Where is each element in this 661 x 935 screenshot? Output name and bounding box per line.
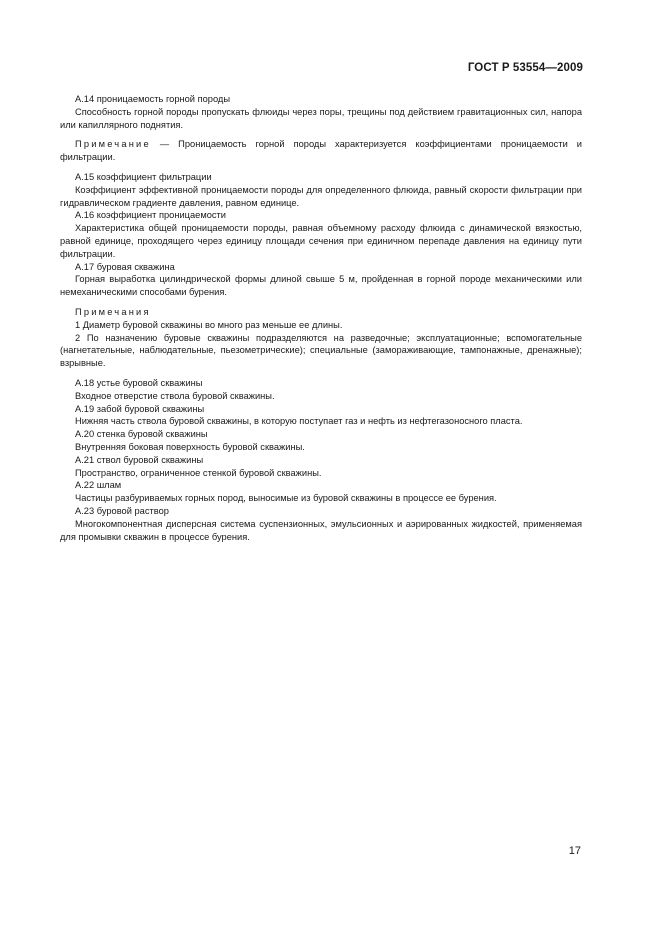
note-a14 xyxy=(60,138,582,164)
term-a19: А.19 забой буровой скважины xyxy=(75,403,205,414)
term-a17: А.17 буровая скважина xyxy=(75,261,175,272)
term-a18: А.18 устье буровой скважины xyxy=(75,377,203,388)
note-item-2: 2 По назначению буровые скважины подразделяются на разведочные; эксплуатационные; вспомогательные (нагнетательные, наблюдательные, пьезометрические); специальные (замораживающие, тампонажные, дренажные); взрывные. xyxy=(60,332,582,369)
term-a16: А.16 коэффициент проницаемости xyxy=(75,210,226,221)
definition-a23: Многокомпонентная дисперсная система суспензионных, эмульсионных и аэрированных жидкостей, применяемая для промывки скважин в процессе бурения. xyxy=(60,518,582,542)
definition-a19: Нижняя часть ствола буровой скважины, в которую поступает газ и нефть из нефтегазоносного пласта. xyxy=(75,416,523,427)
notes-label: Примечания xyxy=(75,306,151,317)
definition-a22: Частицы разбуриваемых горных пород, выносимые из буровой скважины в процессе ее бурения. xyxy=(75,493,497,504)
definition-a14: Способность горной породы пропускать флюиды через поры, трещины под действием гравитационных сил, напора или капиллярного поднятия. xyxy=(60,106,582,130)
term-a23: А.23 буровой раствор xyxy=(75,505,169,516)
note-label: Примечание xyxy=(75,139,151,150)
definition-a16: Характеристика общей проницаемости породы, равная объемному расходу флюида с динамической вязкостью, равной единице, проходящего через единицу площади сечения при единичном перепаде давления на единицу пути фильтрации. xyxy=(60,223,582,259)
term-a21: А.21 ствол буровой скважины xyxy=(75,454,204,465)
term-a14: А.14 проницаемость горной породы xyxy=(75,94,231,104)
document-body xyxy=(60,93,582,543)
note-item-1: 1 Диаметр буровой скважины во много раз меньше ее длины. xyxy=(75,319,343,330)
definition-a20: Внутренняя боковая поверхность буровой скважины. xyxy=(75,441,305,452)
notes-a17-label xyxy=(60,306,582,319)
definition-a15: Коэффициент эффективной проницаемости породы для определенного флюида, равный скорости фильтрации при гидравлическом градиенте давления, равном единице. xyxy=(60,184,582,208)
definition-a17: Горная выработка цилиндрической формы длиной свыше 5 м, пройденная в горной породе механическими или немеханическими способами бурения. xyxy=(60,274,582,298)
definition-a18: Входное отверстие ствола буровой скважины. xyxy=(75,390,275,401)
definition-a21: Пространство, ограниченное стенкой буровой скважины. xyxy=(75,467,322,478)
document-number: ГОСТ Р 53554—2009 xyxy=(467,62,583,74)
term-a22: А.22 шлам xyxy=(75,480,122,491)
page-number: 17 xyxy=(568,845,581,857)
term-a15: А.15 коэффициент фильтрации xyxy=(75,171,212,182)
note-text: — Проницаемость горной породы характеризуется коэффициентами проницаемости и фильтрации. xyxy=(60,139,582,163)
term-a20: А.20 стенка буровой скважины xyxy=(75,429,208,440)
